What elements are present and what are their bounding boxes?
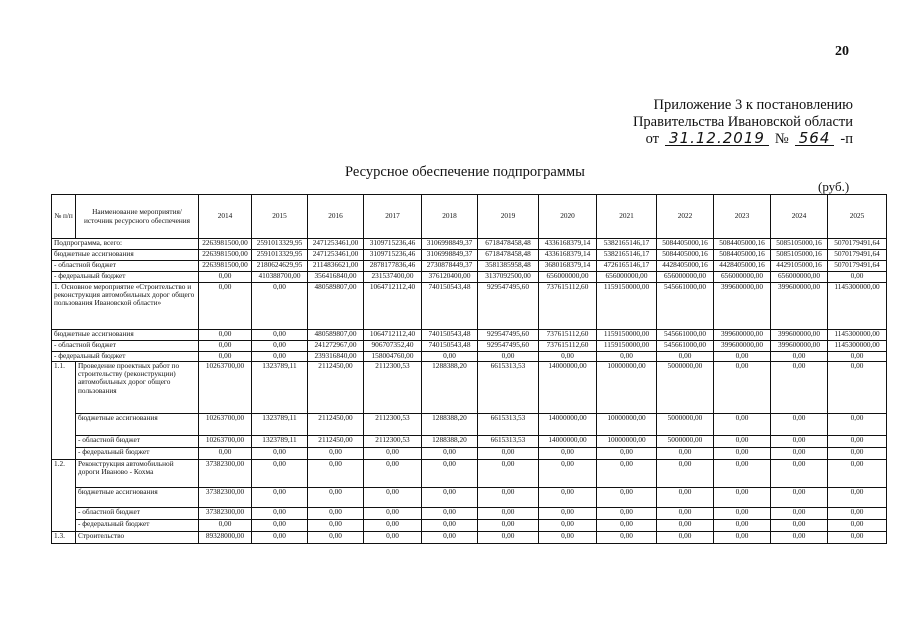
value-cell: 2591013329,95 (252, 250, 308, 261)
row-number-cell: 1.1. (52, 362, 76, 460)
row-number-cell: 1.3. (52, 532, 76, 544)
value-cell: 1288388,20 (422, 436, 478, 448)
value-cell: 0,00 (539, 460, 597, 488)
value-cell: 5070179491,64 (828, 239, 887, 250)
value-cell: 1323789,11 (252, 436, 308, 448)
value-cell: 0,00 (597, 352, 657, 362)
value-cell: 1288388,20 (422, 362, 478, 414)
document-title: Ресурсное обеспечение подпрограммы (345, 164, 585, 180)
value-cell: 740150543,48 (422, 341, 478, 352)
value-cell: 0,00 (771, 448, 828, 460)
value-cell: 2730878449,37 (422, 261, 478, 272)
value-cell: 0,00 (199, 448, 252, 460)
value-cell: 0,00 (828, 272, 887, 283)
row-name-cell: бюджетные ассигнования (76, 488, 199, 508)
value-cell: 37382300,00 (199, 508, 252, 520)
value-cell: 0,00 (199, 330, 252, 341)
row-name-cell: - областной бюджет (52, 341, 199, 352)
table-row (52, 520, 887, 532)
table-row (52, 341, 887, 352)
value-cell: 10263700,00 (199, 362, 252, 414)
value-cell: 0,00 (714, 532, 771, 544)
value-cell: 0,00 (364, 448, 422, 460)
value-cell: 241272967,00 (308, 341, 364, 352)
value-cell: 231537400,00 (364, 272, 422, 283)
value-cell: 1159150000,00 (597, 330, 657, 341)
value-cell: 0,00 (199, 341, 252, 352)
value-cell: 2263981500,00 (199, 239, 252, 250)
value-cell: 0,00 (828, 508, 887, 520)
row-name-cell: - областной бюджет (76, 436, 199, 448)
value-cell: 0,00 (308, 460, 364, 488)
number-prefix: № (774, 131, 789, 147)
value-cell: 0,00 (828, 532, 887, 544)
value-cell: 5382165146,17 (597, 250, 657, 261)
value-cell: 0,00 (308, 532, 364, 544)
value-cell: 0,00 (657, 488, 714, 508)
value-cell: 0,00 (597, 488, 657, 508)
table-row (52, 362, 887, 414)
value-cell: 1145300000,00 (828, 283, 887, 330)
table-row (52, 414, 887, 436)
value-cell: 0,00 (252, 532, 308, 544)
value-cell: 480589807,00 (308, 330, 364, 341)
value-cell: 656000000,00 (657, 272, 714, 283)
unit-label: (руб.) (818, 179, 850, 194)
value-cell: 656000000,00 (771, 272, 828, 283)
value-cell: 0,00 (478, 508, 539, 520)
header-line-2: Правительства Ивановской области (632, 114, 853, 130)
value-cell: 1064712112,40 (364, 283, 422, 330)
value-cell: 545661000,00 (657, 283, 714, 330)
value-cell: 2471253461,00 (308, 250, 364, 261)
value-cell: 0,00 (364, 532, 422, 544)
value-cell: 0,00 (422, 508, 478, 520)
value-cell: 376120400,00 (422, 272, 478, 283)
header-year: 2025 (828, 195, 887, 239)
table-row (52, 436, 887, 448)
value-cell: 0,00 (422, 352, 478, 362)
table-row (52, 488, 887, 508)
value-cell: 480589807,00 (308, 283, 364, 330)
row-name-cell: - федеральный бюджет (52, 352, 199, 362)
value-cell: 0,00 (308, 520, 364, 532)
value-cell: 0,00 (828, 414, 887, 436)
header-year: 2015 (252, 195, 308, 239)
value-cell: 656000000,00 (597, 272, 657, 283)
value-cell: 5000000,00 (657, 362, 714, 414)
value-cell: 2180624629,95 (252, 261, 308, 272)
value-cell: 2112300,53 (364, 436, 422, 448)
table-row (52, 239, 887, 250)
value-cell: 10000000,00 (597, 436, 657, 448)
value-cell: 4428405000,16 (714, 261, 771, 272)
value-cell: 3109715236,46 (364, 239, 422, 250)
value-cell: 3581385958,48 (478, 261, 539, 272)
table-row (52, 330, 887, 341)
value-cell: 2112450,00 (308, 436, 364, 448)
page-number: 20 (835, 44, 849, 59)
value-cell: 5000000,00 (657, 414, 714, 436)
row-name-cell: - областной бюджет (52, 261, 199, 272)
value-cell: 2591013329,95 (252, 239, 308, 250)
value-cell: 2112450,00 (308, 362, 364, 414)
document-header (633, 97, 853, 148)
value-cell: 0,00 (422, 520, 478, 532)
value-cell: 399600000,00 (714, 330, 771, 341)
value-cell: 0,00 (539, 532, 597, 544)
value-cell: 0,00 (771, 436, 828, 448)
row-name-cell: - областной бюджет (76, 508, 199, 520)
header-year: 2021 (597, 195, 657, 239)
value-cell: 0,00 (714, 448, 771, 460)
value-cell: 0,00 (657, 520, 714, 532)
row-name-cell: Подпрограмма, всего: (52, 239, 199, 250)
value-cell: 0,00 (828, 488, 887, 508)
value-cell: 0,00 (252, 352, 308, 362)
value-cell: 4726165146,17 (597, 261, 657, 272)
row-name-cell: - федеральный бюджет (76, 520, 199, 532)
value-cell: 0,00 (828, 448, 887, 460)
value-cell: 2471253461,00 (308, 239, 364, 250)
table-body (52, 239, 887, 544)
value-cell: 740150543,48 (422, 330, 478, 341)
table-header-row (52, 195, 887, 239)
value-cell: 0,00 (199, 352, 252, 362)
value-cell: 0,00 (771, 460, 828, 488)
value-cell: 356416840,00 (308, 272, 364, 283)
table-row (52, 272, 887, 283)
value-cell: 2263981500,00 (199, 261, 252, 272)
value-cell: 0,00 (478, 460, 539, 488)
value-cell: 410388700,00 (252, 272, 308, 283)
value-cell: 0,00 (714, 508, 771, 520)
value-cell: 5070179491,64 (828, 261, 887, 272)
value-cell: 1159150000,00 (597, 341, 657, 352)
value-cell: 740150543,48 (422, 283, 478, 330)
value-cell: 0,00 (364, 460, 422, 488)
value-cell: 0,00 (478, 520, 539, 532)
value-cell: 0,00 (308, 448, 364, 460)
value-cell: 0,00 (714, 436, 771, 448)
value-cell: 0,00 (771, 488, 828, 508)
value-cell: 399600000,00 (714, 283, 771, 330)
value-cell: 0,00 (828, 352, 887, 362)
value-cell: 2878177836,46 (364, 261, 422, 272)
row-name-cell: Проведение проектных работ по строительству (реконструкции) автомобильных дорог общего пользования (76, 362, 199, 414)
value-cell: 656000000,00 (714, 272, 771, 283)
header-year: 2023 (714, 195, 771, 239)
value-cell: 0,00 (252, 283, 308, 330)
table-row (52, 261, 887, 272)
value-cell: 37382300,00 (199, 460, 252, 488)
value-cell: 0,00 (252, 330, 308, 341)
value-cell: 0,00 (597, 460, 657, 488)
value-cell: 545661000,00 (657, 341, 714, 352)
value-cell: 0,00 (597, 508, 657, 520)
value-cell: 0,00 (597, 532, 657, 544)
value-cell: 737615112,60 (539, 283, 597, 330)
value-cell: 0,00 (771, 414, 828, 436)
header-num: № п/п (52, 195, 76, 239)
value-cell: 0,00 (539, 488, 597, 508)
value-cell: 737615112,60 (539, 341, 597, 352)
value-cell: 906707352,40 (364, 341, 422, 352)
table-row (52, 448, 887, 460)
value-cell: 399600000,00 (771, 330, 828, 341)
value-cell: 14000000,00 (539, 436, 597, 448)
value-cell: 0,00 (539, 352, 597, 362)
value-cell: 2112450,00 (308, 414, 364, 436)
value-cell: 3106998849,37 (422, 250, 478, 261)
value-cell: 3137092500,00 (478, 272, 539, 283)
value-cell: 0,00 (199, 272, 252, 283)
row-name-cell: бюджетные ассигнования (52, 250, 199, 261)
table-row (52, 460, 887, 488)
value-cell: 0,00 (478, 352, 539, 362)
value-cell: 0,00 (422, 532, 478, 544)
value-cell: 0,00 (657, 508, 714, 520)
value-cell: 0,00 (478, 532, 539, 544)
value-cell: 4428405000,16 (657, 261, 714, 272)
value-cell: 0,00 (828, 436, 887, 448)
row-name-cell: бюджетные ассигнования (76, 414, 199, 436)
value-cell: 2114836621,00 (308, 261, 364, 272)
value-cell: 2263981500,00 (199, 250, 252, 261)
value-cell: 1159150000,00 (597, 283, 657, 330)
value-cell: 1064712112,40 (364, 330, 422, 341)
value-cell: 0,00 (771, 362, 828, 414)
value-cell: 0,00 (252, 448, 308, 460)
value-cell: 1145300000,00 (828, 341, 887, 352)
value-cell: 545661000,00 (657, 330, 714, 341)
value-cell: 158004760,00 (364, 352, 422, 362)
value-cell: 5070179491,64 (828, 250, 887, 261)
value-cell: 6718478458,48 (478, 239, 539, 250)
row-name-cell: бюджетные ассигнования (52, 330, 199, 341)
value-cell: 37382300,00 (199, 488, 252, 508)
number-suffix: -п (840, 131, 853, 147)
value-cell: 0,00 (657, 460, 714, 488)
value-cell: 10263700,00 (199, 414, 252, 436)
value-cell: 5084405000,16 (657, 239, 714, 250)
value-cell: 0,00 (422, 448, 478, 460)
row-name-cell: Реконструкция автомобильной дороги Иваново - Кохма (76, 460, 199, 488)
value-cell: 2112300,53 (364, 414, 422, 436)
header-year: 2020 (539, 195, 597, 239)
value-cell: 0,00 (597, 448, 657, 460)
value-cell: 0,00 (478, 488, 539, 508)
value-cell: 6615313,53 (478, 436, 539, 448)
value-cell: 5084405000,16 (657, 250, 714, 261)
value-cell: 0,00 (539, 508, 597, 520)
value-cell: 0,00 (771, 508, 828, 520)
value-cell: 0,00 (364, 520, 422, 532)
value-cell: 14000000,00 (539, 414, 597, 436)
header-year: 2022 (657, 195, 714, 239)
value-cell: 4336168379,14 (539, 250, 597, 261)
value-cell: 0,00 (714, 488, 771, 508)
value-cell: 0,00 (252, 520, 308, 532)
value-cell: 0,00 (252, 341, 308, 352)
value-cell: 4336168379,14 (539, 239, 597, 250)
value-cell: 14000000,00 (539, 362, 597, 414)
value-cell: 4429105000,16 (771, 261, 828, 272)
value-cell: 5382165146,17 (597, 239, 657, 250)
row-number-cell: 1.2. (52, 460, 76, 532)
value-cell: 0,00 (199, 520, 252, 532)
value-cell: 10263700,00 (199, 436, 252, 448)
value-cell: 10000000,00 (597, 362, 657, 414)
value-cell: 399600000,00 (714, 341, 771, 352)
header-name: Наименование мероприятия/источник ресурсного обеспечения (76, 195, 199, 239)
resource-table (51, 194, 887, 544)
value-cell: 0,00 (771, 520, 828, 532)
value-cell: 0,00 (422, 488, 478, 508)
header-line-1: Приложение 3 к постановлению (653, 97, 853, 113)
value-cell: 0,00 (364, 488, 422, 508)
value-cell: 10000000,00 (597, 414, 657, 436)
value-cell: 737615112,60 (539, 330, 597, 341)
value-cell: 89328000,00 (199, 532, 252, 544)
header-year: 2024 (771, 195, 828, 239)
value-cell: 0,00 (308, 508, 364, 520)
value-cell: 0,00 (771, 352, 828, 362)
value-cell: 399600000,00 (771, 341, 828, 352)
value-cell: 0,00 (657, 448, 714, 460)
value-cell: 0,00 (252, 460, 308, 488)
value-cell: 929547495,60 (478, 341, 539, 352)
date-prefix: от (645, 131, 660, 147)
table-row (52, 352, 887, 362)
header-year: 2019 (478, 195, 539, 239)
row-name-cell: - федеральный бюджет (76, 448, 199, 460)
table-row (52, 508, 887, 520)
value-cell: 5084405000,16 (714, 250, 771, 261)
value-cell: 0,00 (828, 520, 887, 532)
value-cell: 0,00 (714, 352, 771, 362)
value-cell: 5000000,00 (657, 436, 714, 448)
table-row (52, 283, 887, 330)
value-cell: 0,00 (478, 448, 539, 460)
header-year: 2016 (308, 195, 364, 239)
value-cell: 3109715236,46 (364, 250, 422, 261)
value-cell: 656000000,00 (539, 272, 597, 283)
value-cell: 1323789,11 (252, 414, 308, 436)
value-cell: 0,00 (539, 448, 597, 460)
value-cell: 0,00 (199, 283, 252, 330)
table-row (52, 250, 887, 261)
value-cell: 399600000,00 (771, 283, 828, 330)
value-cell: 0,00 (828, 362, 887, 414)
row-name-cell: Строительство (76, 532, 199, 544)
value-cell: 1145300000,00 (828, 330, 887, 341)
value-cell: 6718478458,48 (478, 250, 539, 261)
value-cell: 0,00 (252, 508, 308, 520)
value-cell: 0,00 (714, 362, 771, 414)
value-cell: 5085105000,16 (771, 250, 828, 261)
value-cell: 0,00 (657, 532, 714, 544)
row-name-cell: 1. Основное мероприятие «Строительство и реконструкция автомобильных дорог общего пользования Ивановской области» (52, 283, 199, 330)
value-cell: 5084405000,16 (714, 239, 771, 250)
value-cell: 0,00 (422, 460, 478, 488)
value-cell: 3680168379,14 (539, 261, 597, 272)
handwritten-date: 31.12.2019 (665, 131, 769, 146)
value-cell: 0,00 (308, 488, 364, 508)
value-cell: 0,00 (539, 520, 597, 532)
header-year: 2014 (199, 195, 252, 239)
value-cell: 239316840,00 (308, 352, 364, 362)
table-row (52, 532, 887, 544)
value-cell: 2112300,53 (364, 362, 422, 414)
value-cell: 6615313,53 (478, 362, 539, 414)
header-year: 2018 (422, 195, 478, 239)
value-cell: 0,00 (771, 532, 828, 544)
value-cell: 0,00 (714, 520, 771, 532)
value-cell: 929547495,60 (478, 283, 539, 330)
value-cell: 5085105000,16 (771, 239, 828, 250)
row-name-cell: - федеральный бюджет (52, 272, 199, 283)
handwritten-number: 564 (795, 131, 835, 146)
value-cell: 0,00 (252, 488, 308, 508)
value-cell: 0,00 (364, 508, 422, 520)
value-cell: 0,00 (657, 352, 714, 362)
value-cell: 0,00 (597, 520, 657, 532)
value-cell: 0,00 (714, 460, 771, 488)
value-cell: 0,00 (828, 460, 887, 488)
header-date-number (633, 131, 853, 148)
value-cell: 929547495,60 (478, 330, 539, 341)
value-cell: 1323789,11 (252, 362, 308, 414)
value-cell: 1288388,20 (422, 414, 478, 436)
value-cell: 6615313,53 (478, 414, 539, 436)
value-cell: 3106998849,37 (422, 239, 478, 250)
value-cell: 0,00 (714, 414, 771, 436)
header-year: 2017 (364, 195, 422, 239)
